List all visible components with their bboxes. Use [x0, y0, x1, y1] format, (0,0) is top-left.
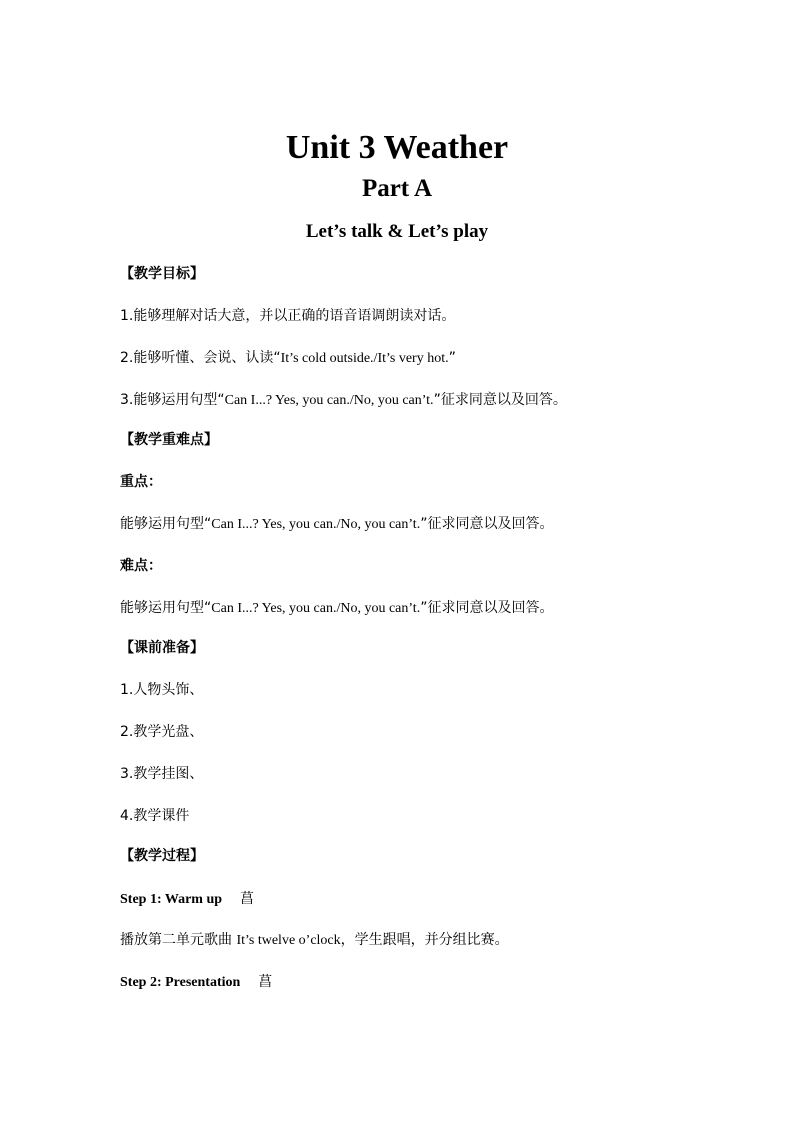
focus-text: [120, 514, 553, 535]
focus-label: 重点：: [120, 474, 162, 490]
difficulty-label: 难点：: [120, 558, 162, 574]
step-2-glyph: 菖: [258, 974, 273, 990]
step-1-text-suffix: ，学生跟唱，并分组比赛。: [340, 932, 509, 948]
difficulty-prefix: 能够运用句型“: [120, 600, 212, 616]
goal-3-prefix: 3.能够运用句型“: [120, 392, 225, 408]
prep-item-1: 1.人物头饰、: [120, 682, 204, 698]
goal-3: [120, 390, 567, 411]
step-1-song-title: It’s twelve o’clock: [236, 933, 341, 948]
goal-1: 1.能够理解对话大意，并以正确的语音语调朗读对话。: [120, 308, 456, 324]
prep-heading: 【课前准备】: [120, 640, 204, 656]
focus-english: Can I...? Yes, you can./No, you can’t.: [211, 517, 421, 532]
goals-heading: 【教学目标】: [120, 266, 204, 282]
goal-2-english: It’s cold outside./It’s very hot.: [280, 351, 449, 366]
goal-3-suffix: ”征求同意以及回答。: [433, 392, 567, 408]
goal-3-english: Can I...? Yes, you can./No, you can’t.: [224, 393, 434, 408]
goal-2-prefix: 2.能够听懂、会说、认读“: [120, 350, 281, 366]
step-1-text: [120, 930, 509, 951]
process-heading: 【教学过程】: [120, 848, 204, 864]
step-2-label: Step 2: Presentation: [120, 975, 241, 990]
goal-2: [120, 348, 456, 369]
lesson-title: Let’s talk & Let’s play: [305, 221, 489, 242]
step-1-glyph: 菖: [240, 891, 255, 907]
step-1-label: Step 1: Warm up: [120, 892, 223, 907]
difficulty-suffix: ”征求同意以及回答。: [420, 600, 554, 616]
prep-item-2: 2.教学光盘、: [120, 724, 204, 740]
prep-item-4: 4.教学课件: [120, 808, 190, 824]
difficulty-english: Can I...? Yes, you can./No, you can’t.: [211, 601, 421, 616]
step-1-text-prefix: 播放第二单元歌曲: [120, 932, 237, 948]
difficulty-text: [120, 598, 553, 619]
unit-title: Unit 3 Weather: [285, 129, 509, 166]
keypoints-heading: 【教学重难点】: [120, 432, 218, 448]
part-title: Part A: [361, 175, 433, 202]
step-2-heading: [120, 972, 272, 993]
focus-suffix: ”征求同意以及回答。: [420, 516, 554, 532]
prep-item-3: 3.教学挂图、: [120, 766, 204, 782]
goal-2-suffix: ”: [448, 350, 456, 366]
focus-prefix: 能够运用句型“: [120, 516, 212, 532]
step-1-heading: [120, 889, 254, 910]
